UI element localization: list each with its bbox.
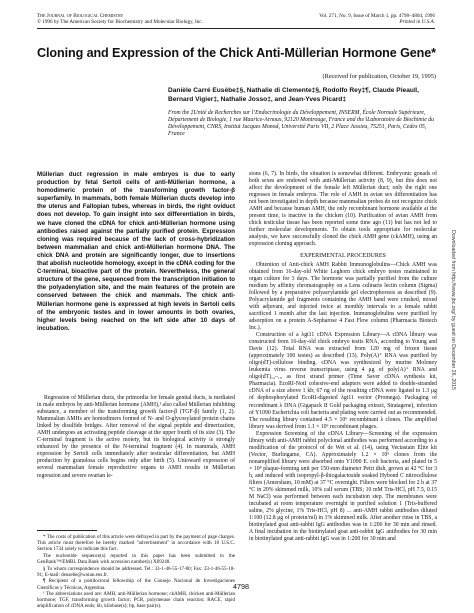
footnote-rule <box>37 530 97 531</box>
footnote: ¶ Recipient of a postdoctoral fellowship of the Consejo Nacional de Investigaciones Científicas y Técnicas, Argentina. <box>37 578 235 591</box>
received-date: (Received for publication, October 19, 1995) <box>322 73 436 80</box>
footnote: § To whom correspondence should be addressed. Tel.: 33-1-46-55-17-80; Fax: 33-1-46-55-18-91; E-mail: deusebe@wotan.ens.fr. <box>37 565 235 578</box>
download-side-note-text: Downloaded from http://www.jbc.org/ by guest on December 26, 2015 <box>450 230 456 390</box>
download-side-note[interactable] <box>447 210 459 410</box>
right-column <box>249 171 437 543</box>
methods-paragraph: Construction of a λgt11 cDNA Expression Library—A cDNA library was constructed from 16-day-old chick embryo testis RNA, according to Young and Davis (12). Total RNA was extracted from 120 mg of frozen tissue (approximately 100 testes) as described (13). Poly(A)⁺ RNA was purified by oligo(dT)-cellulose binding. cDNA was synthesized by murine Moloney leukemia virus reverse transcriptase, using 4 μg of poly(A)⁺ RNA and oligo(dT)₁₂–₁₈ as first strand primer (Time Saver cDNA synthesis kit, Pharmacia). EcoRI-NotI cohesive-end adapters were added to double-stranded cDNA of a size above 1 kb; 67 ng of the resulting cDNA were ligated to 1.3 μg of dephosphorylated EcoRI-digested λgt11 vector (Promega). Packaging of recombinant λ DNA (Gigapack II Gold packaging extract, Stratagene), infection of Y1090 Escherichia coli bacteria and plating were carried out as recommended. The resulting library contained 4.5 × 10⁶ recombinant λ clones. The amplified library was derived from 1.1 × 10⁶ recombinant phages. <box>249 332 437 430</box>
abstract: Müllerian duct regression in male embryos is due to early production by fetal Sertoli cells of anti-Müllerian hormone, a homodimeric protein of the transforming growth factor-β superfamily. In mammals, both female Müllerian ducts develop into the uterus and Fallopian tubes, whereas in birds, the right oviduct does not develop. To gain insight into sex differentiation in birds, we have cloned the cDNA for chick anti-Müllerian hormone using antibodies raised against the partially purified protein. Expression cloning was required because of the lack of cross-hybridization between mammalian and chick anti-Müllerian hormone DNA. The chick DNA and protein are significantly longer, due to insertions that abolish nucleotide homology, except in the cDNA coding for the C-terminal, bioactive part of the protein. Nevertheless, the general structure of the gene, sequenced from the transcription initiation to the polyadenylation site, and the main features of the protein are conserved between the chick and mammals. The chick anti-Müllerian hormone gene is expressed at high levels in Sertoli cells of the embryonic testes and in lower amounts in both ovaries, higher levels being reached on the left side after 10 days of incubation. <box>37 171 235 332</box>
copyright-line: © 1996 by The American Society for Biochemistry and Molecular Biology, Inc. <box>37 19 203 25</box>
footnotes <box>37 534 235 610</box>
journal-name: The Journal of Biological Chemistry <box>37 13 124 19</box>
printed-in: Printed in U.S.A. <box>399 19 435 25</box>
author-list: Danièle Carré Eusèbe‡§, Nathalie di Clemente‡§, Rodolfo Rey‡¶, Claude Pieau‖, Bernard Vigier‡, Nathalie Josso‡, and Jean-Yves Picard‡ <box>168 87 420 103</box>
header-rule <box>37 28 435 29</box>
article-title: Cloning and Expression of the Chick Anti-Müllerian Hormone Gene* <box>37 46 436 60</box>
page-number: 4798 <box>233 582 249 591</box>
affiliations: From the ‡Unité de Recherches sur l’Endocrinologie du Développement, INSERM, École Normale Supérieure, Département de Biologie, 1 rue Maurice-Arnoux, 92120 Montrouge, France and the ‖Laboratoire de Biochimie du Développement, CNRS, Institut Jacques Monod, Université Paris VII, 2 Place Jussieu, 75251, Paris, Cedex 05, France <box>168 110 435 138</box>
footnote: * The costs of publication of this article were defrayed in part by the payment of page charges. This article must therefore be hereby marked "advertisement" in accordance with 18 U.S.C. Section 1734 solely to indicate this fact. <box>37 534 235 553</box>
methods-paragraph: Obtention of Anti-chick AMH Rabbit Immunoglobulins—Chick AMH was obtained from 16-day-old White Leghorn chick embryo testes maintained in organ culture for 3 days. The hormone was partially purified from the culture medium by affinity chromatography on a Lens culinaris lectin column (Sigma) followed by a preparative polyacrylamide gel electrophoresis as described (9). Polyacrylamide gel fragments containing the AMH band were crushed, mixed with adjuvant, and injected twice at monthly intervals to a female rabbit sacrificed 1 month after the last injection. Immunoglobulins were purified by adsorption on a protein A-Sepharose 4 Fast Flow column (Pharmacia Biotech Inc.). <box>249 261 437 331</box>
footnote: The nucleotide sequence(s) reported in this paper has been submitted to the GenBank™/EMBL Data Bank with accession number(s) X69248. <box>37 552 235 565</box>
section-heading: EXPERIMENTAL PROCEDURES <box>300 252 386 259</box>
footnote: ¹ The abbreviations used are: AMH, anti-Müllerian hormone; ckAMH, chicken anti-Müllerian hormone; TGF, transforming growth factor; PCR, polymerase chain reaction; RACE, rapid amplification of cDNA ends; kb, kilobase(s); bp, base pair(s). <box>37 591 235 610</box>
volume-info: Vol. 271, No. 9, Issue of March 1, pp. 4798–4804, 1996 <box>319 13 435 19</box>
intro-continued: sions (6, 7). In birds, the situation is somewhat different. Embryonic gonads of both sexes are endowed with anti-Müllerian activity (8, 9), but this does not affect the development of the female left Müllerian duct; only the right one regresses in female embryos. The role of AMH in avian sex differentiation has not been investigated in depth because mammalian probes do not recognize chick AMH and because human AMH, the only recombinant hormone available at the present time, is inactive in the chicken (10). Purification of avian AMH from chick testicular tissue has been reported some time ago (11) but has not led to further molecular developments. To obtain tools appropriate for molecular analysis, we have successfully cloned the chick AMH gene (ckAMH), using an expression cloning approach. <box>249 171 437 248</box>
methods-paragraph: Expression Screening of the cDNA Library—Screening of the expression library with anti-AMH rabbit polyclonal antibodies was performed according to a modification of the protocol of de Wet et al. (14), using Vectastain Elite kit (Vector, Burlingame, CA). Approximately 1.2 × 10⁶ clones from the nonamplified library were absorbed onto Y1090 E. coli bacteria, and plated in 5 × 10⁴ plaque-forming unit per 150-mm diameter Petri dish, grown at 42 °C for 3 h, and induced with isopropyl-β-thiogalactoside soaked Hybond C nitrocellulose filters (Amersham, 10 mM) at 37 °C overnight. Filters were blocked for 2 h at 37 °C in 20% skimmed milk, 10% calf serum (TBS; 10 mM Tris-HCl, pH 7.5, 0.15 M NaCl) was performed between each incubation step. The membranes were incubated at room temperature overnight in purified solution 1 (Tris-buffered saline, 2% glycine, 1% Tris-HCl, pH 8) ... anti-AMH rabbit antibodies diluted 1:100 (12.8 μg of protein/ml) in 1% skimmed milk. After another rinse in TBS, a biotinylated goat anti-rabbit IgG antibodies was in 1:200 for 30 min and rinsed. A final incubation in the biotinylated goat anti-rabbit IgG antibodies for 30 min in biotinylated goat anti-rabbit IgG was in 1:200 for 30 min and <box>249 430 437 543</box>
intro-paragraph: Regression of Müllerian ducts, the primordia for female genital ducts, is mediated in male embryos by anti-Müllerian hormone (AMH),¹ also called Müllerian inhibiting substance, a member of the transforming growth factor-β (TGF-β) family (1, 2). Mammalian AMHs are homodimers formed of N- and O-glycosylated protein chains linked by disulfide bridges. After removal of the signal peptide and dimerization, AMH undergoes an activating peptide cleavage at the upper fourth of its size (3). The C-terminal fragment is the active moiety, but its biological activity is strongly enhanced by the presence of the N-terminal fragment (4). In mammals, AMH expression by Sertoli cells immediately after testicular differentiation, but AMH production by granulosa cells begins only after birth (5). Untoward expression of several mammalian female reproductive organs to AMH results in Müllerian regression and severe ovarian le- <box>37 395 235 479</box>
intro-column <box>37 395 235 480</box>
